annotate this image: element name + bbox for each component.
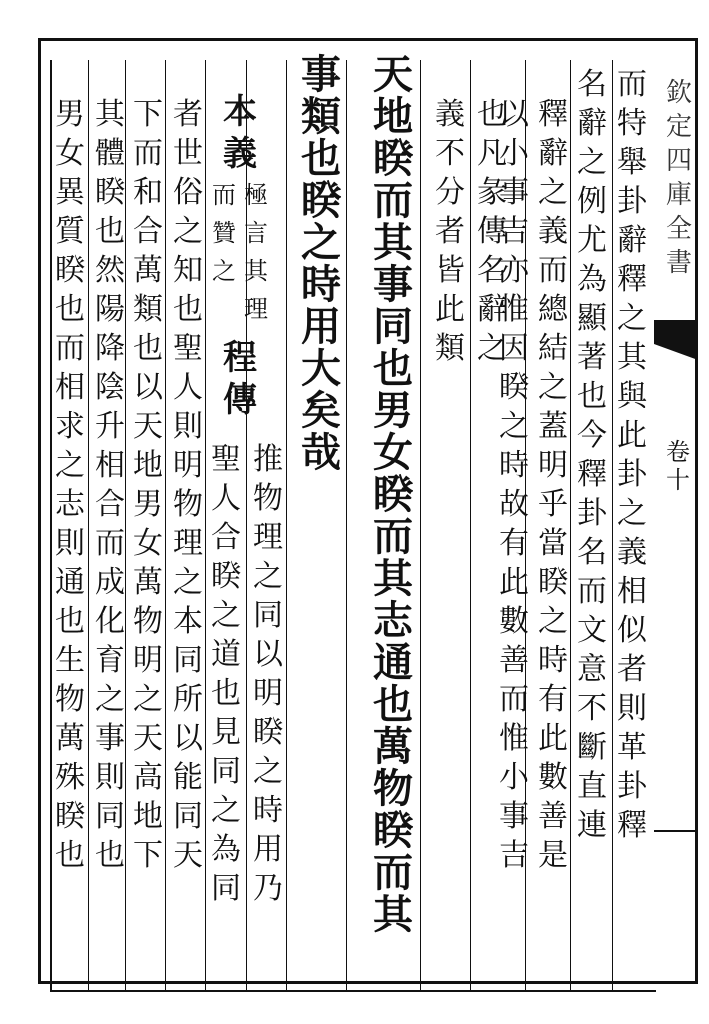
- glyph: 欽: [665, 78, 692, 108]
- glyph: 女: [133, 526, 163, 561]
- glyph: 則: [55, 526, 85, 561]
- annotation-column-4: [130, 97, 166, 880]
- main-text-column-2: [298, 51, 344, 476]
- glyph: 而: [538, 253, 568, 288]
- glyph: 吉: [499, 214, 529, 249]
- glyph: 同: [211, 754, 241, 789]
- glyph: 著: [577, 340, 607, 375]
- glyph: 義: [435, 97, 465, 132]
- glyph: 男: [373, 387, 413, 434]
- glyph: 之: [477, 331, 507, 366]
- glyph: 睽: [211, 559, 241, 594]
- glyph: 之: [617, 496, 647, 531]
- glyph: 是: [538, 838, 568, 873]
- glyph: 卦: [577, 496, 607, 531]
- glyph: 釋: [577, 457, 607, 492]
- glyph: 全: [665, 214, 692, 244]
- glyph: 小: [499, 760, 529, 795]
- glyph: 志: [55, 487, 85, 522]
- glyph: 萬: [55, 721, 85, 756]
- glyph: 之: [538, 370, 568, 405]
- glyph: 蓋: [538, 409, 568, 444]
- glyph: 大: [301, 345, 341, 392]
- glyph: 睽: [538, 565, 568, 600]
- glyph: 明: [253, 676, 283, 711]
- glyph: 同: [373, 303, 413, 350]
- glyph: 天: [373, 51, 413, 98]
- glyph: 男: [55, 97, 85, 132]
- glyph: 也: [173, 292, 203, 327]
- glyph: 本: [223, 92, 257, 132]
- benyi-note-right: [242, 183, 270, 335]
- glyph: 和: [133, 175, 163, 210]
- glyph: 類: [301, 93, 341, 140]
- glyph: 男: [133, 487, 163, 522]
- glyph: 皆: [435, 253, 465, 288]
- glyph: 凡: [477, 136, 507, 171]
- glyph: 名: [477, 253, 507, 288]
- glyph: 睽: [95, 175, 125, 210]
- glyph: 用: [301, 303, 341, 350]
- glyph: 之: [538, 175, 568, 210]
- glyph: 事: [373, 261, 413, 308]
- glyph: 總: [538, 292, 568, 327]
- glyph: 定: [665, 112, 692, 142]
- glyph: 時: [253, 793, 283, 828]
- glyph: 睽: [499, 370, 529, 405]
- glyph: 萬: [373, 723, 413, 770]
- glyph: 似: [617, 613, 647, 648]
- glyph: 求: [55, 409, 85, 444]
- glyph: 結: [538, 331, 568, 366]
- glyph: 傳: [477, 214, 507, 249]
- glyph: 善: [499, 643, 529, 678]
- glyph: 彖: [477, 175, 507, 210]
- glyph: 其: [373, 219, 413, 266]
- glyph: 天: [133, 721, 163, 756]
- glyph: 事: [499, 799, 529, 834]
- glyph: 辭: [617, 223, 647, 258]
- glyph: 因: [499, 331, 529, 366]
- glyph: 其: [95, 97, 125, 132]
- commentary-column-2: [574, 67, 610, 850]
- glyph: 所: [173, 682, 203, 717]
- glyph: 殊: [55, 760, 85, 795]
- glyph: 矣: [301, 387, 341, 434]
- glyph: 也: [477, 97, 507, 132]
- glyph: 亦: [499, 253, 529, 288]
- glyph: 之: [253, 754, 283, 789]
- glyph: 革: [617, 730, 647, 765]
- glyph: 睽: [55, 253, 85, 288]
- glyph: 辭: [577, 106, 607, 141]
- glyph: 也: [55, 838, 85, 873]
- glyph: 而: [373, 513, 413, 560]
- glyph: 明: [173, 448, 203, 483]
- glyph: 物: [133, 604, 163, 639]
- glyph: 天: [173, 838, 203, 873]
- glyph: 通: [55, 565, 85, 600]
- glyph: 與: [617, 379, 647, 414]
- glyph: 數: [538, 760, 568, 795]
- glyph: 而: [212, 181, 236, 209]
- glyph: 俗: [173, 175, 203, 210]
- glyph: 下: [133, 97, 163, 132]
- margin-juan-label: [660, 440, 696, 496]
- glyph: 也: [211, 676, 241, 711]
- glyph: 時: [538, 643, 568, 678]
- glyph: 事: [499, 175, 529, 210]
- glyph: 聖: [173, 331, 203, 366]
- glyph: 天: [133, 409, 163, 444]
- glyph: 人: [173, 370, 203, 405]
- glyph: 其: [244, 257, 268, 285]
- glyph: 今: [577, 418, 607, 453]
- glyph: 釋: [538, 97, 568, 132]
- glyph: 言: [244, 219, 268, 247]
- glyph: 質: [55, 214, 85, 249]
- glyph: 也: [95, 214, 125, 249]
- glyph: 合: [211, 520, 241, 555]
- glyph: 地: [373, 93, 413, 140]
- glyph: 卦: [617, 184, 647, 219]
- glyph: 特: [617, 106, 647, 141]
- glyph: 文: [577, 613, 607, 648]
- glyph: 睽: [301, 177, 341, 224]
- column-rule: [420, 60, 421, 990]
- glyph: 理: [173, 526, 203, 561]
- glyph: 用: [253, 832, 283, 867]
- glyph: 明: [133, 643, 163, 678]
- glyph: 之: [212, 257, 236, 285]
- glyph: 而: [373, 177, 413, 224]
- glyph: 相: [95, 448, 125, 483]
- glyph: 地: [133, 448, 163, 483]
- glyph: 尤: [577, 223, 607, 258]
- glyph: 故: [499, 487, 529, 522]
- annotation-column-6: [52, 97, 88, 880]
- column-rule: [88, 60, 89, 990]
- column-rule: [286, 60, 287, 990]
- glyph: 也: [373, 681, 413, 728]
- glyph: 異: [55, 175, 85, 210]
- glyph: 連: [577, 808, 607, 843]
- benyi-note-left: [210, 183, 238, 335]
- annotation-column-1: [210, 92, 270, 425]
- glyph: 類: [133, 292, 163, 327]
- glyph: 合: [95, 487, 125, 522]
- annotation-column-3: [170, 97, 206, 880]
- glyph: 當: [538, 526, 568, 561]
- glyph: 者: [435, 214, 465, 249]
- margin-book-title: [664, 80, 694, 284]
- glyph: 而: [95, 526, 125, 561]
- glyph: 之: [577, 145, 607, 180]
- glyph: 高: [133, 760, 163, 795]
- annotation-column-1b: [250, 442, 286, 913]
- glyph: 而: [617, 67, 647, 102]
- fishtail-line: [654, 830, 698, 832]
- glyph: 物: [55, 682, 85, 717]
- glyph: 辭: [538, 136, 568, 171]
- glyph: 傳: [223, 380, 257, 420]
- glyph: 本: [173, 604, 203, 639]
- glyph: 合: [133, 214, 163, 249]
- glyph: 程: [223, 338, 257, 378]
- glyph: 物: [373, 765, 413, 812]
- glyph: 也: [133, 331, 163, 366]
- glyph: 釋: [617, 808, 647, 843]
- glyph: 之: [538, 604, 568, 639]
- glyph: 女: [373, 429, 413, 476]
- glyph: 人: [211, 481, 241, 516]
- glyph: 有: [538, 682, 568, 717]
- glyph: 生: [55, 643, 85, 678]
- glyph: 也: [95, 838, 125, 873]
- glyph: 下: [133, 838, 163, 873]
- glyph: 其: [373, 891, 413, 938]
- glyph: 以: [253, 637, 283, 672]
- glyph: 同: [95, 799, 125, 834]
- glyph: 萬: [133, 253, 163, 288]
- glyph: 事: [301, 51, 341, 98]
- glyph: 道: [211, 637, 241, 672]
- glyph: 而: [133, 136, 163, 171]
- column-rule: [612, 60, 613, 990]
- glyph: 顯: [577, 301, 607, 336]
- glyph: 升: [95, 409, 125, 444]
- glyph: 成: [95, 565, 125, 600]
- glyph: 聖: [211, 442, 241, 477]
- glyph: 同: [173, 799, 203, 834]
- glyph: 之: [211, 793, 241, 828]
- glyph: 物: [253, 481, 283, 516]
- glyph: 然: [95, 253, 125, 288]
- glyph: 而: [577, 574, 607, 609]
- glyph: 時: [301, 261, 341, 308]
- glyph: 善: [538, 799, 568, 834]
- glyph: 極: [244, 181, 268, 209]
- glyph: 此: [499, 565, 529, 600]
- glyph: 同: [173, 643, 203, 678]
- glyph: 卦: [617, 769, 647, 804]
- glyph: 者: [617, 652, 647, 687]
- glyph: 名: [577, 67, 607, 102]
- glyph: 而: [499, 682, 529, 717]
- chengzhuan-heading: [221, 338, 259, 425]
- glyph: 則: [617, 691, 647, 726]
- benyi-heading: [221, 92, 259, 179]
- benyi-note: [210, 183, 270, 335]
- glyph: 理: [253, 520, 283, 555]
- glyph: 十: [666, 466, 690, 494]
- glyph: 之: [301, 219, 341, 266]
- main-text-column-1: [370, 51, 416, 938]
- glyph: 釋: [617, 262, 647, 297]
- glyph: 意: [577, 652, 607, 687]
- glyph: 降: [95, 331, 125, 366]
- glyph: 名: [577, 535, 607, 570]
- glyph: 哉: [301, 429, 341, 476]
- column-rule: [470, 60, 471, 990]
- glyph: 乃: [253, 871, 283, 906]
- glyph: 女: [55, 136, 85, 171]
- glyph: 也: [301, 135, 341, 182]
- glyph: 能: [173, 760, 203, 795]
- glyph: 義: [617, 535, 647, 570]
- glyph: 不: [435, 136, 465, 171]
- glyph: 睽: [373, 807, 413, 854]
- glyph: 義: [223, 134, 257, 174]
- glyph: 類: [435, 331, 465, 366]
- glyph: 時: [499, 448, 529, 483]
- glyph: 也: [577, 379, 607, 414]
- glyph: 睽: [55, 799, 85, 834]
- glyph: 通: [373, 639, 413, 686]
- glyph: 庫: [665, 180, 692, 210]
- glyph: 四: [665, 146, 692, 176]
- glyph: 而: [55, 331, 85, 366]
- glyph: 陽: [95, 292, 125, 327]
- glyph: 為: [577, 262, 607, 297]
- glyph: 睽: [373, 471, 413, 518]
- glyph: 此: [617, 418, 647, 453]
- glyph: 同: [211, 871, 241, 906]
- glyph: 也: [55, 604, 85, 639]
- glyph: 為: [211, 832, 241, 867]
- glyph: 之: [173, 565, 203, 600]
- glyph: 陰: [95, 370, 125, 405]
- glyph: 分: [435, 175, 465, 210]
- glyph: 之: [211, 598, 241, 633]
- glyph: 卦: [617, 457, 647, 492]
- annotation-column-2: [208, 442, 244, 913]
- glyph: 辭: [477, 292, 507, 327]
- glyph: 則: [173, 409, 203, 444]
- commentary-column-1: [614, 67, 650, 850]
- glyph: 同: [253, 598, 283, 633]
- glyph: 物: [173, 487, 203, 522]
- glyph: 相: [617, 574, 647, 609]
- glyph: 斷: [577, 730, 607, 765]
- glyph: 書: [665, 248, 692, 278]
- glyph: 有: [499, 526, 529, 561]
- glyph: 數: [499, 604, 529, 639]
- glyph: 知: [173, 253, 203, 288]
- glyph: 之: [55, 448, 85, 483]
- glyph: 而: [373, 849, 413, 896]
- glyph: 也: [55, 292, 85, 327]
- glyph: 則: [95, 760, 125, 795]
- glyph: 以: [173, 721, 203, 756]
- glyph: 者: [173, 97, 203, 132]
- glyph: 卷: [666, 438, 690, 466]
- column-rule: [346, 60, 347, 990]
- glyph: 之: [133, 682, 163, 717]
- glyph: 以: [499, 97, 529, 132]
- glyph: 世: [173, 136, 203, 171]
- glyph: 相: [55, 370, 85, 405]
- commentary-column-6: [432, 97, 468, 373]
- glyph: 之: [95, 682, 125, 717]
- commentary-column-5: [474, 97, 510, 373]
- glyph: 此: [435, 292, 465, 327]
- glyph: 以: [133, 370, 163, 405]
- glyph: 地: [133, 799, 163, 834]
- glyph: 例: [577, 184, 607, 219]
- glyph: 之: [253, 559, 283, 594]
- glyph: 吉: [499, 838, 529, 873]
- commentary-column-3: [535, 97, 571, 880]
- glyph: 也: [373, 345, 413, 392]
- glyph: 化: [95, 604, 125, 639]
- annotation-column-5: [92, 97, 128, 880]
- glyph: 贊: [212, 219, 236, 247]
- glyph: 志: [373, 597, 413, 644]
- glyph: 乎: [538, 487, 568, 522]
- glyph: 義: [538, 214, 568, 249]
- glyph: 理: [244, 295, 268, 323]
- glyph: 直: [577, 769, 607, 804]
- glyph: 睽: [253, 715, 283, 750]
- glyph: 之: [173, 214, 203, 249]
- glyph: 體: [95, 136, 125, 171]
- glyph: 其: [617, 340, 647, 375]
- glyph: 惟: [499, 721, 529, 756]
- glyph: 明: [538, 448, 568, 483]
- glyph: 之: [499, 409, 529, 444]
- glyph: 事: [95, 721, 125, 756]
- glyph: 萬: [133, 565, 163, 600]
- glyph: 睽: [373, 135, 413, 182]
- glyph: 惟: [499, 292, 529, 327]
- glyph: 育: [95, 643, 125, 678]
- glyph: 之: [617, 301, 647, 336]
- glyph: 小: [499, 136, 529, 171]
- glyph: 舉: [617, 145, 647, 180]
- glyph: 見: [211, 715, 241, 750]
- glyph: 此: [538, 721, 568, 756]
- glyph: 推: [253, 442, 283, 477]
- glyph: 其: [373, 555, 413, 602]
- glyph: 不: [577, 691, 607, 726]
